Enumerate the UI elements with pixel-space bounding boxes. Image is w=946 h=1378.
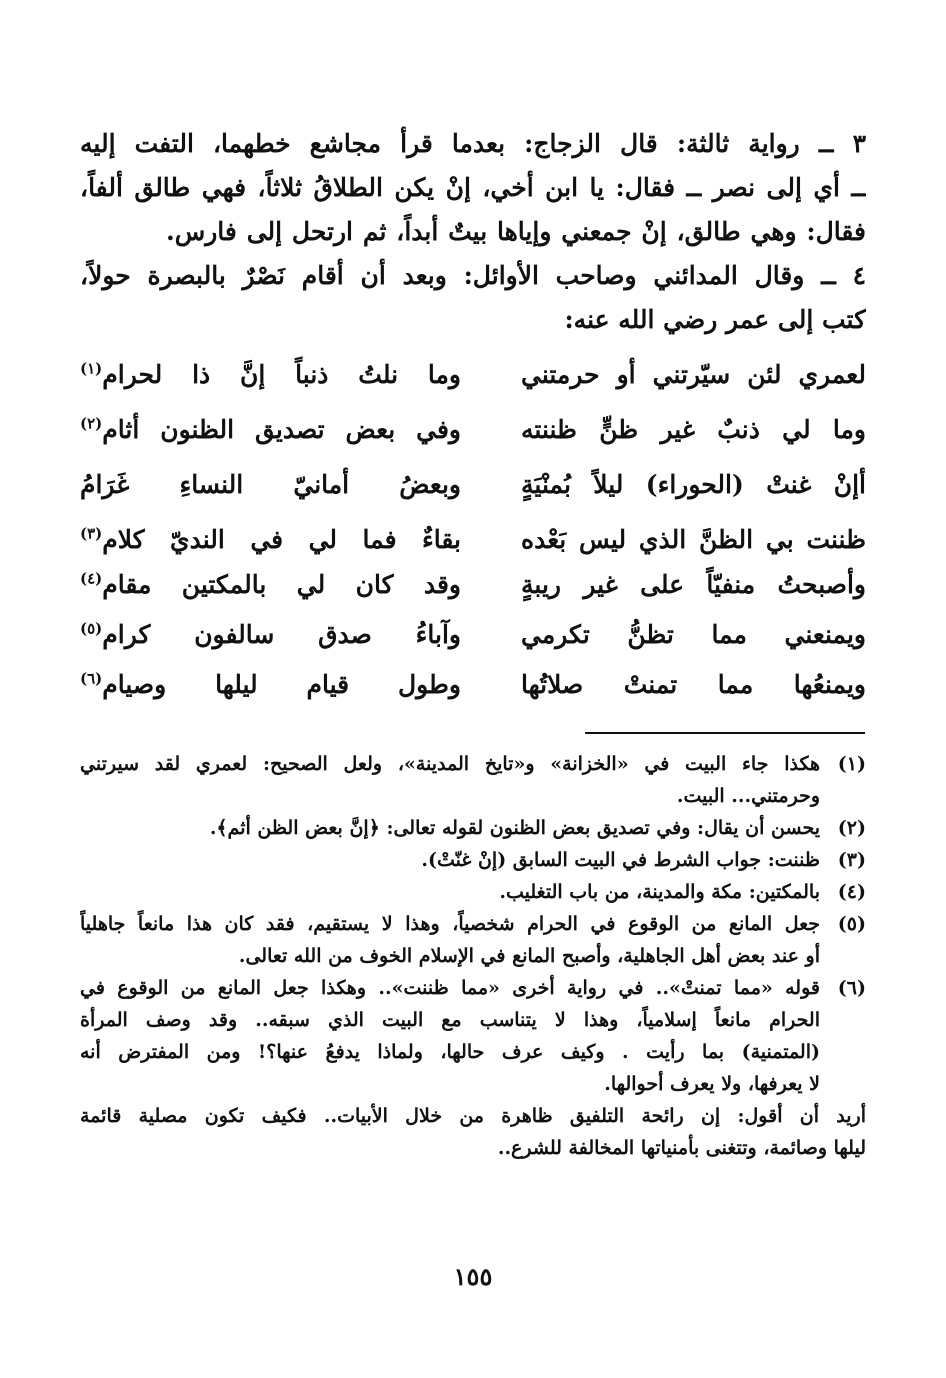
footnote [80,812,866,844]
verse-row [80,457,866,513]
footnote-line: يحسن أن يقال: وفي تصديق بعض الظنون لقوله تعالى: ﴿إنَّ بعض الظن أثم﴾. [209,817,820,839]
footnote-number: (٢) [837,817,866,839]
footnote-line: جعل المانع من الوقوع في الحرام شخصياً، وهذا لا يستقيم، فقد كان هذا مانعاً جاهلياً [80,913,820,935]
verse-row [80,557,866,613]
footnote-line: الحرام مانعاً إسلامياً، وهذا لا يتناسب مع البيت الذي سبقه.. وقد وصف المرأة [80,1009,820,1031]
footnote-line: (المتمنية) بما رأيت . وكيف عرف حالها، ولماذا يدفعُ عنها؟! ومن المفترض أنه [80,1041,820,1063]
footnote [80,748,866,812]
footnote-marker: (١) [80,359,103,378]
verse-first-hemistich: ويمنعني مما تظنُّ تكرمي [521,620,866,649]
footnote-line: بالمكتين: مكة والمدينة، من باب التغليب. [499,881,820,903]
verse-text: بقاءٌ فما لي في النديّ كلام [102,525,461,554]
verse-second-hemistich [80,347,461,403]
footnote [80,876,866,908]
footnotes [80,748,866,1164]
footnote-line: ليلها وصائمة، وتتغنى بأمنياتها المخالفة للشرع.. [497,1137,866,1159]
footnote-number: (٦) [837,977,866,999]
footnote [80,972,866,1100]
footnote-line: وحرمتني... البيت. [676,785,820,807]
footnote-marker: (٦) [80,669,103,688]
footnote-marker: (٤) [80,569,103,588]
verse-text: وقد كان لي بالمكتين مقام [102,570,461,599]
body-text [80,122,866,342]
verse-second-hemistich [80,457,461,513]
verse-first-hemistich: ويمنعُها مما تمنتْ صلاتُها [521,670,866,699]
footnote-marker: (٥) [80,619,103,638]
prose-line: فقال: وهي طالق، إنْ جمعني وإياها بيتٌ أبداً، ثم ارتحل إلى فارس. [166,217,866,246]
prose-line: ٤ ــ وقال المدائني وصاحب الأوائل: وبعد أن أقام نَصْرٌ بالبصرة حولاً، [80,261,866,290]
verse-second-hemistich [80,557,461,613]
prose-line: ــ أي إلى نصر ــ فقال: يا ابن أخي، إنْ يكن الطلاقُ ثلاثاً، فهي طالق ألفاً، [80,173,866,202]
verse-second-hemistich [80,607,461,663]
footnote-marker: (٢) [80,414,103,433]
verse-first-hemistich: ظننت بي الظنَّ الذي ليس بَعْده [521,525,866,554]
footnote-continuation [80,1100,866,1164]
verse-first-hemistich: وأصبحتُ منفيّاً على غير ريبةٍ [521,570,866,599]
footnote-number: (١) [837,753,866,775]
verse-text: وفي بعض تصديق الظنون أثام [102,415,461,444]
footnote [80,908,866,972]
footnote-line: لا يعرفها، ولا يعرف أحوالها. [604,1073,820,1095]
verse-second-hemistich [80,402,461,458]
footnote-number: (٥) [837,913,866,935]
footnote-number: (٤) [837,881,866,903]
footnote-number: (٣) [837,849,866,871]
footnote-line: ظننت: جواب الشرط في البيت السابق (إنْ غنّتْ). [421,849,820,871]
prose-line: كتب إلى عمر رضي الله عنه: [564,305,866,334]
footnote-marker: (٣) [80,524,103,543]
footnote-line: هكذا جاء البيت في «الخزانة» و«تايخ المدينة»، ولعل الصحيح: لعمري لقد سيرتني [80,753,820,775]
verse-first-hemistich: وما لي ذنبٌ غير ظنٍّ ظننته [521,415,866,444]
verse-row [80,347,866,403]
prose-line: ٣ ــ رواية ثالثة: قال الزجاج: بعدما قرأ مجاشع خطهما، التفت إليه [80,129,866,158]
verse-text: وطول قيام ليلها وصيام [102,670,461,699]
verse-text: وبعضُ أمانيّ النساءِ غَرَامُ [80,470,461,499]
verse-text: وما نلتُ ذنباً إنَّ ذا لحرام [102,360,461,389]
page-number: ١٥٥ [453,1262,493,1291]
verse-row [80,657,866,713]
footnote-line: قوله «مما تمنتْ».. في رواية أخرى «مما ظننت».. وهكذا جعل المانع من الوقوع في [80,977,820,999]
verse-text: وآباءُ صدق سالفون كرام [102,620,461,649]
footnote [80,844,866,876]
verse-second-hemistich [80,657,461,713]
verse-row [80,402,866,458]
verse-first-hemistich: لعمري لئن سيّرتني أو حرمتني [521,360,866,389]
verse-first-hemistich: أإنْ غنتْ (الحوراء) ليلاً بُمنْيَةٍ [521,470,866,499]
footnote-line: أريد أن أقول: إن رائحة التلفيق ظاهرة من خلال الأبيات.. فكيف تكون مصلية قائمة [80,1105,866,1127]
footnote-line: أو عند بعض أهل الجاهلية، وأصبح المانع في الإسلام الخوف من الله تعالى. [238,945,820,967]
footnote-divider [585,732,865,734]
verse-row [80,607,866,663]
